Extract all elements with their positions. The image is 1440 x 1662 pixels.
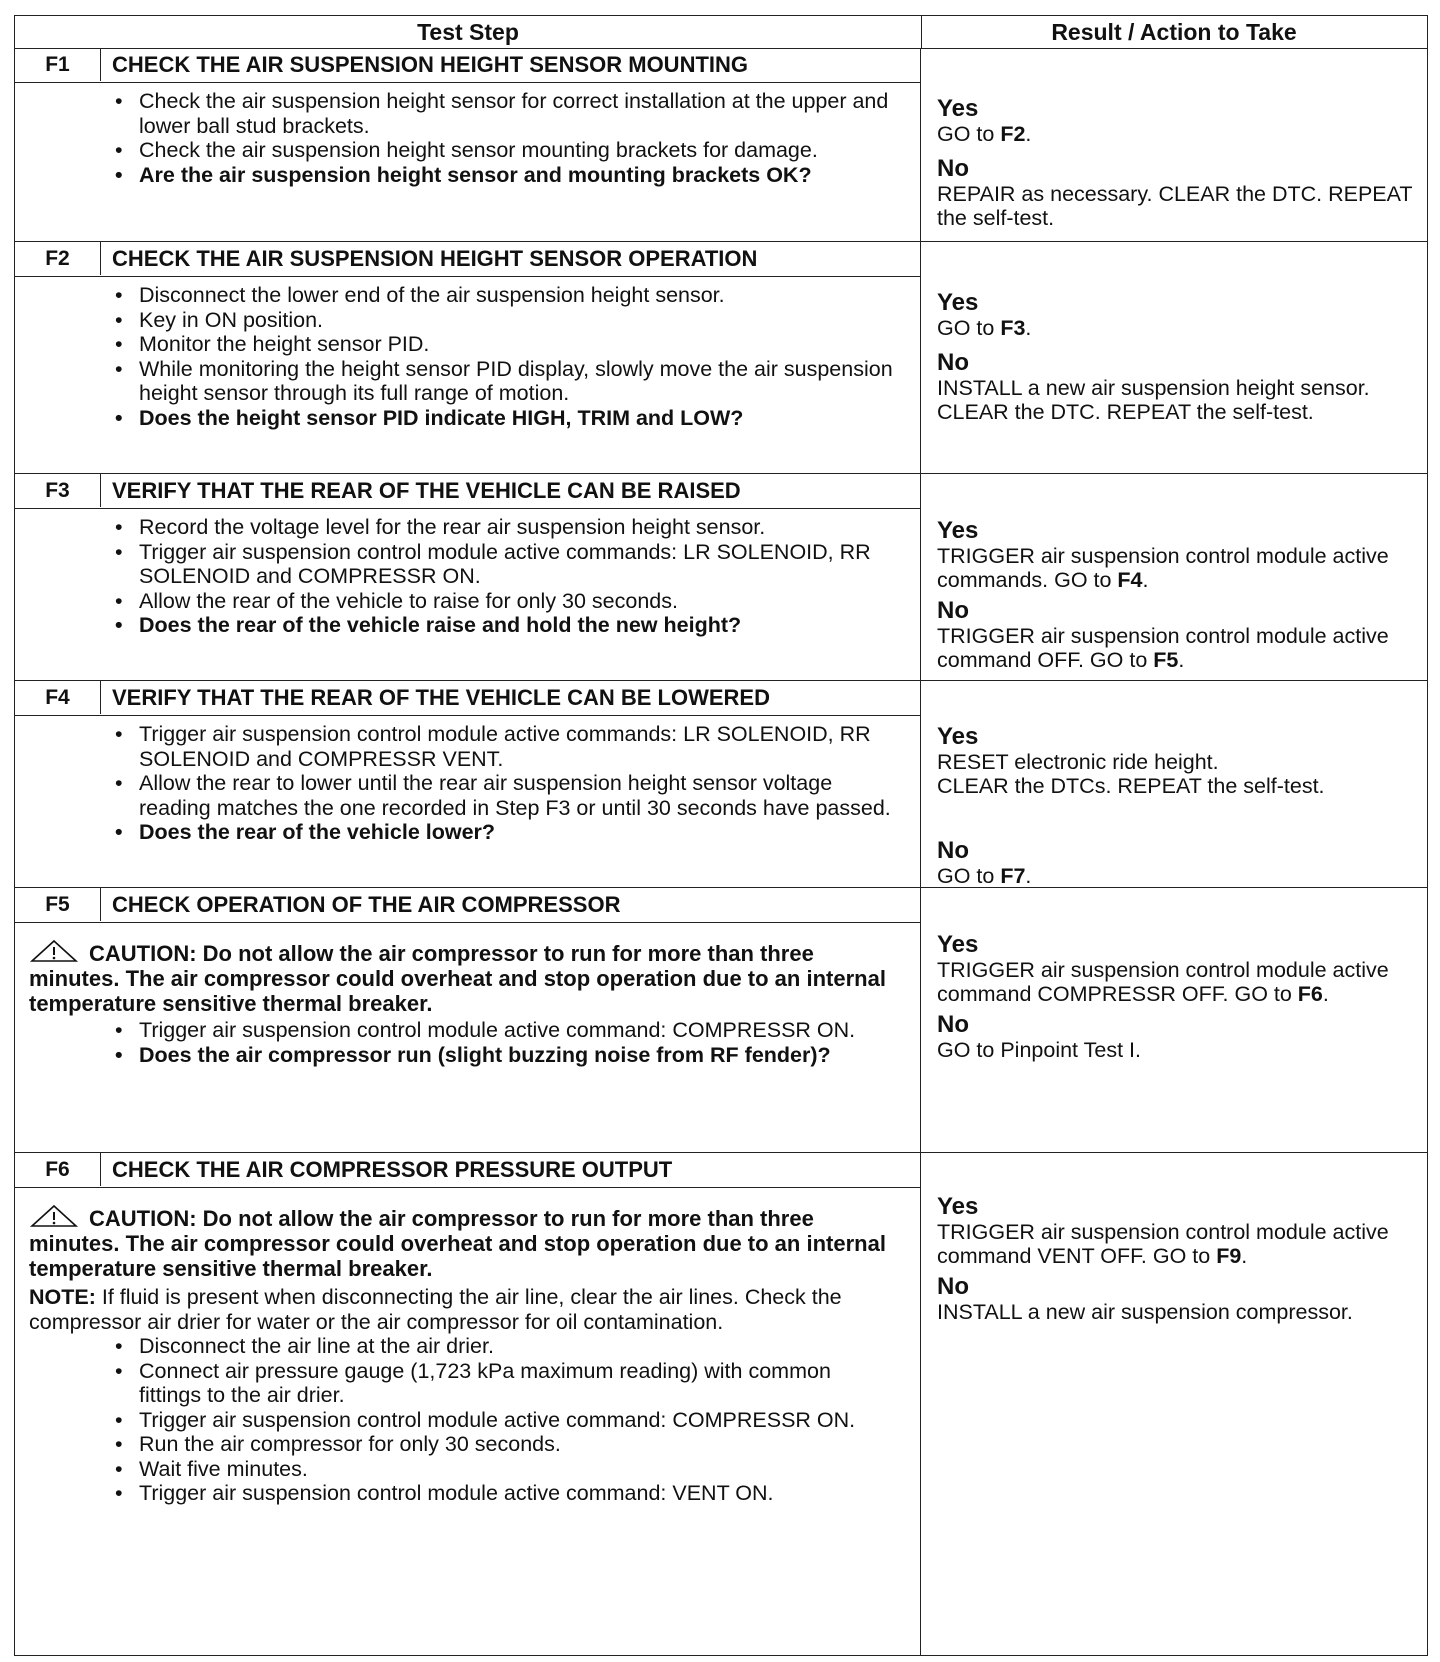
step-id: F1 xyxy=(15,48,101,81)
step-body xyxy=(15,277,920,473)
step-id: F4 xyxy=(15,681,101,714)
step-left xyxy=(15,681,921,887)
yes-action: TRIGGER air suspension control module active command COMPRESSR OFF. GO to F6. xyxy=(937,958,1389,1006)
note-label: NOTE: xyxy=(29,1285,96,1309)
step-result xyxy=(921,48,1427,241)
header-test-step: Test Step xyxy=(15,16,922,48)
step-body xyxy=(15,923,920,1152)
no-action: GO to F7. xyxy=(937,864,1032,888)
step-left xyxy=(15,48,921,241)
step-title-row xyxy=(15,242,920,277)
yes-label: Yes xyxy=(937,95,979,122)
yes-label: Yes xyxy=(937,931,979,958)
step-f6 xyxy=(15,1153,1427,1655)
step-item: • Run the air compressor for only 30 seconds. xyxy=(107,1432,896,1457)
step-body xyxy=(15,83,920,241)
step-item: • Trigger air suspension control module active command: VENT ON. xyxy=(107,1481,896,1506)
step-result xyxy=(921,474,1427,680)
no-action-2: CLEAR the DTC. REPEAT the self-test. xyxy=(937,400,1314,424)
step-title-row xyxy=(15,474,920,509)
yes-label: Yes xyxy=(937,517,979,544)
step-left xyxy=(15,888,921,1152)
step-item: • Trigger air suspension control module active command: COMPRESSR ON. xyxy=(107,1408,896,1433)
caution-text: CAUTION: Do not allow the air compressor to run for more than three minutes. The air compressor could overheat and stop operation due to an internal temperature sensitive thermal breaker. xyxy=(29,1206,886,1281)
yes-action: TRIGGER air suspension control module active commands. GO to F4. xyxy=(937,544,1389,592)
step-item: • Connect air pressure gauge (1,723 kPa maximum reading) with common fittings to the air drier. xyxy=(107,1359,896,1408)
step-id: F2 xyxy=(15,242,101,275)
step-result xyxy=(921,888,1427,1152)
header-result-action: Result / Action to Take xyxy=(1051,19,1297,45)
step-id: F6 xyxy=(15,1153,101,1186)
yes-label: Yes xyxy=(937,1193,979,1220)
table-header xyxy=(15,16,1427,49)
step-f4 xyxy=(15,681,1427,888)
step-question: • Does the rear of the vehicle raise and hold the new height? xyxy=(107,613,896,638)
step-question: • Does the rear of the vehicle lower? xyxy=(107,820,896,845)
step-f2 xyxy=(15,242,1427,474)
step-title-row xyxy=(15,48,920,83)
step-item: • Record the voltage level for the rear air suspension height sensor. xyxy=(107,515,896,540)
yes-action-2: CLEAR the DTCs. REPEAT the self-test. xyxy=(937,774,1325,798)
step-item: • Disconnect the air line at the air drier. xyxy=(107,1334,896,1359)
step-question: • Does the air compressor run (slight buzzing noise from RF fender)? xyxy=(107,1043,896,1068)
step-item: • Trigger air suspension control module active commands: LR SOLENOID, RR SOLENOID and COMPRESSR VENT. xyxy=(107,722,896,771)
yes-label: Yes xyxy=(937,723,979,750)
no-label: No xyxy=(937,837,969,864)
no-step-ref: F5 xyxy=(1153,648,1179,672)
yes-label: Yes xyxy=(937,289,979,316)
step-body xyxy=(15,1188,920,1655)
step-item: • Disconnect the lower end of the air suspension height sensor. xyxy=(107,283,896,308)
yes-action: TRIGGER air suspension control module active command VENT OFF. GO to F9. xyxy=(937,1220,1389,1268)
step-result xyxy=(921,681,1427,887)
step-title: CHECK OPERATION OF THE AIR COMPRESSOR xyxy=(112,892,621,917)
yes-action: RESET electronic ride height. xyxy=(937,750,1219,774)
step-title: CHECK THE AIR SUSPENSION HEIGHT SENSOR OPERATION xyxy=(112,246,758,271)
step-question: • Are the air suspension height sensor and mounting brackets OK? xyxy=(107,163,896,188)
caution-block xyxy=(29,939,896,1016)
diagnostic-table xyxy=(14,15,1428,1656)
no-action: REPAIR as necessary. CLEAR the DTC. REPEAT the self-test. xyxy=(937,182,1413,230)
step-result xyxy=(921,242,1427,473)
step-left xyxy=(15,242,921,473)
step-title: CHECK THE AIR COMPRESSOR PRESSURE OUTPUT xyxy=(112,1157,673,1182)
warning-triangle-icon xyxy=(29,939,79,963)
step-title-row xyxy=(15,1153,920,1188)
step-title: VERIFY THAT THE REAR OF THE VEHICLE CAN BE LOWERED xyxy=(112,685,770,710)
step-left xyxy=(15,474,921,680)
no-action: TRIGGER air suspension control module active command OFF. GO to F5. xyxy=(937,624,1389,672)
step-f1 xyxy=(15,48,1427,242)
yes-step-ref: F4 xyxy=(1117,568,1143,592)
yes-step-ref: F9 xyxy=(1216,1244,1242,1268)
caution-block xyxy=(29,1204,896,1281)
no-label: No xyxy=(937,155,969,182)
step-id: F5 xyxy=(15,888,101,921)
note-text: If fluid is present when disconnecting the air line, clear the air lines. Check the compressor air drier for water or the air compressor for oil contamination. xyxy=(29,1285,842,1334)
yes-step-ref: F6 xyxy=(1297,982,1323,1006)
step-item: • Wait five minutes. xyxy=(107,1457,896,1482)
step-question: • Does the height sensor PID indicate HIGH, TRIM and LOW? xyxy=(107,406,896,431)
step-title: VERIFY THAT THE REAR OF THE VEHICLE CAN BE RAISED xyxy=(112,478,741,503)
step-body xyxy=(15,509,920,680)
no-action: GO to Pinpoint Test I. xyxy=(937,1038,1141,1062)
step-item: • Monitor the height sensor PID. xyxy=(107,332,896,357)
no-label: No xyxy=(937,349,969,376)
step-item: • Trigger air suspension control module active commands: LR SOLENOID, RR SOLENOID and COMPRESSR ON. xyxy=(107,540,896,589)
no-step-ref: F7 xyxy=(1000,864,1026,888)
yes-action: GO to F2. xyxy=(937,122,1032,146)
step-id: F3 xyxy=(15,474,101,507)
step-item: • While monitoring the height sensor PID display, slowly move the air suspension height sensor through its full range of motion. xyxy=(107,357,896,406)
warning-triangle-icon xyxy=(29,1204,79,1228)
step-item: • Check the air suspension height sensor mounting brackets for damage. xyxy=(107,138,896,163)
step-item: • Check the air suspension height sensor for correct installation at the upper and lower ball stud brackets. xyxy=(107,89,896,138)
no-label: No xyxy=(937,1273,969,1300)
yes-action: GO to F3. xyxy=(937,316,1032,340)
step-item: • Allow the rear to lower until the rear air suspension height sensor voltage reading matches the one recorded in Step F3 or until 30 seconds have passed. xyxy=(107,771,896,820)
caution-text: CAUTION: Do not allow the air compressor to run for more than three minutes. The air compressor could overheat and stop operation due to an internal temperature sensitive thermal breaker. xyxy=(29,941,886,1016)
note-block xyxy=(29,1285,896,1334)
yes-step-ref: F3 xyxy=(1000,316,1026,340)
step-left xyxy=(15,1153,921,1655)
step-title: CHECK THE AIR SUSPENSION HEIGHT SENSOR MOUNTING xyxy=(112,52,749,77)
no-action: INSTALL a new air suspension height sensor. xyxy=(937,376,1370,400)
yes-step-ref: F2 xyxy=(1000,122,1026,146)
step-f3 xyxy=(15,474,1427,681)
step-f5 xyxy=(15,888,1427,1153)
step-body xyxy=(15,716,920,887)
no-label: No xyxy=(937,1011,969,1038)
step-item: • Trigger air suspension control module active command: COMPRESSR ON. xyxy=(107,1018,896,1043)
no-action: INSTALL a new air suspension compressor. xyxy=(937,1300,1353,1324)
no-label: No xyxy=(937,597,969,624)
step-title-row xyxy=(15,888,920,923)
step-title-row xyxy=(15,681,920,716)
step-item: • Key in ON position. xyxy=(107,308,896,333)
step-item: • Allow the rear of the vehicle to raise for only 30 seconds. xyxy=(107,589,896,614)
step-result xyxy=(921,1153,1427,1655)
